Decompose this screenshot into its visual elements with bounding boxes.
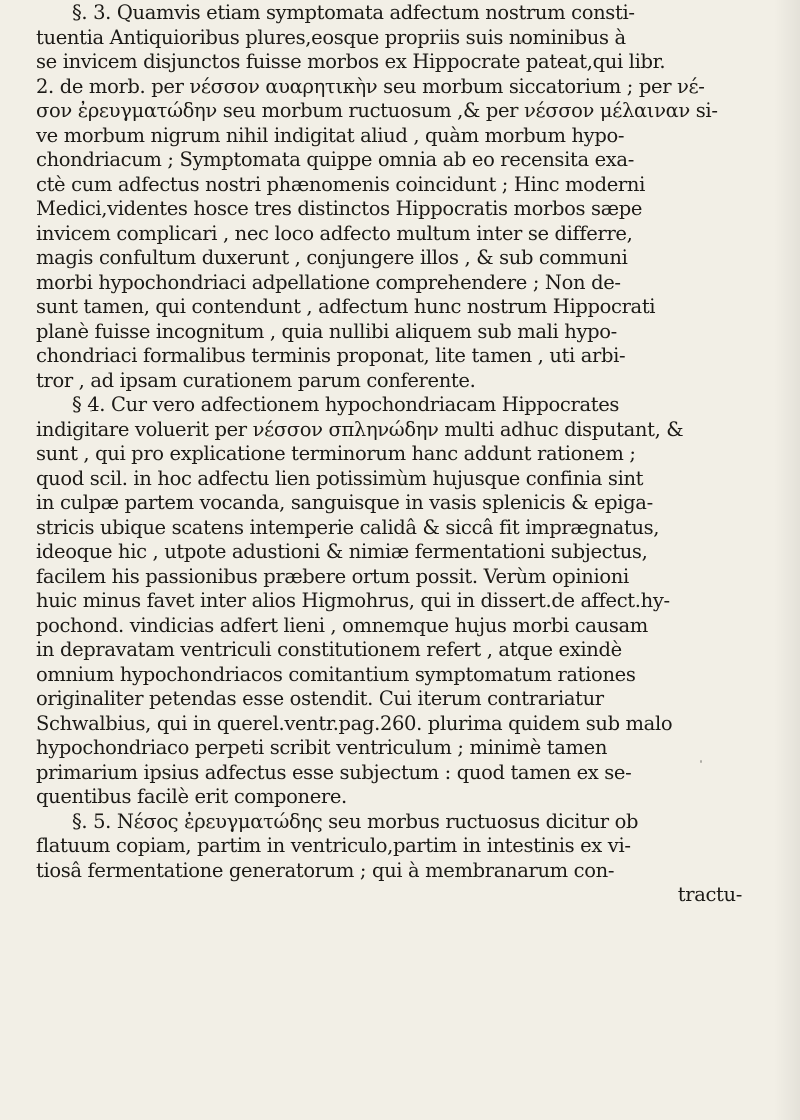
- text-line: tror , ad ipsam curationem parum conferente.: [36, 368, 476, 392]
- text-line: sunt , qui pro explicatione terminorum hanc addunt rationem ;: [36, 442, 636, 465]
- text-line: indigitare voluerit per νέσσον σπληνώδην multi adhuc disputant, &: [36, 417, 684, 441]
- text-line: Medici,videntes hosce tres distinctos Hippocratis morbos sæpe: [36, 197, 643, 220]
- text-line: originaliter petendas esse ostendit. Cui iterum contrariatur: [36, 687, 604, 710]
- paper-speck: [90, 410, 92, 412]
- text-line: flatuum copiam, partim in ventriculo,partim in intestinis ex vi-: [36, 834, 631, 857]
- text-line: chondriacum ; Symptomata quippe omnia ab eo recensita exa-: [36, 148, 634, 171]
- text-line: stricis ubique scatens intemperie calidâ & siccâ fit imprægnatus,: [36, 515, 660, 539]
- paper-speck: [520, 40, 523, 43]
- text-line: omnium hypochondriacos comitantium symptomatum rationes: [36, 662, 636, 686]
- text-line: hypochondriaco perpeti scribit ventriculum ; minimè tamen: [36, 736, 608, 759]
- text-line: chondriaci formalibus terminis proponat, lite tamen , uti arbi-: [36, 344, 626, 367]
- text-line: se invicem disjunctos fuisse morbos ex Hippocrate pateat,qui libr.: [36, 50, 666, 73]
- text-line: §. 3. Quamvis etiam symptomata adfectum nostrum consti-: [72, 1, 635, 24]
- text-line: 2. de morb. per νέσσον αυαρητικὴν seu morbum siccatorium ; per νέ-: [36, 74, 705, 98]
- text-line: § 4. Cur vero adfectionem hypochondriacam Hippocrates: [72, 393, 620, 416]
- text-line: morbi hypochondriaci adpellatione comprehendere ; Non de-: [36, 270, 621, 294]
- text-line: magis confultum duxerunt , conjungere illos , & sub communi: [36, 246, 628, 269]
- text-line: in culpæ partem vocanda, sanguisque in vasis splenicis & epiga-: [36, 491, 653, 514]
- text-line: sunt tamen, qui contendunt , adfectum hunc nostrum Hippocrati: [36, 295, 656, 318]
- text-line: primarium ipsius adfectus esse subjectum : quod tamen ex se-: [36, 760, 632, 784]
- text-line: huic minus favet inter alios Higmohrus, qui in dissert.de affect.hy-: [36, 589, 670, 612]
- text-line: invicem complicari , nec loco adfecto multum inter se differre,: [36, 221, 633, 245]
- text-line: ideoque hic , utpote adustioni & nimiæ fermentationi subjectus,: [36, 540, 648, 563]
- paper-speck: [700, 760, 702, 763]
- text-line: planè fuisse incognitum , quia nullibi aliquem sub mali hypo-: [36, 319, 617, 343]
- text-line: facilem his passionibus præbere ortum possit. Verùm opinioni: [36, 564, 629, 588]
- text-line: quod scil. in hoc adfectu lien potissimùm hujusque confinia sint: [36, 466, 644, 490]
- text-block: [36, 0, 788, 1120]
- text-line: ve morbum nigrum nihil indigitat aliud , quàm morbum hypo-: [36, 123, 625, 147]
- text-line: in depravatam ventriculi constitutionem refert , atque exindè: [36, 638, 622, 661]
- text-line: tuentia Antiquioribus plures,eosque propriis suis nominibus à: [36, 25, 626, 49]
- text-line: quentibus facilè erit componere.: [36, 785, 347, 808]
- text-line: σον ἐρευγματώδην seu morbum ructuosum ,& per νέσσον μέλαιναν si-: [36, 99, 718, 122]
- text-line: tiosâ fermentatione generatorum ; qui à membranarum con-: [36, 858, 615, 882]
- text-line: pochond. vindicias adfert lieni , omnemque hujus morbi causam: [36, 613, 648, 637]
- text-line: §. 5. Νέσος ἐρευγματώδης seu morbus ructuosus dicitur ob: [72, 809, 639, 833]
- text-line: ctè cum adfectus nostri phænomenis coincidunt ; Hinc moderni: [36, 172, 645, 196]
- text-line: Schwalbius, qui in querel.ventr.pag.260. plurima quidem sub malo: [36, 711, 673, 735]
- catchword: tractu-: [677, 883, 742, 906]
